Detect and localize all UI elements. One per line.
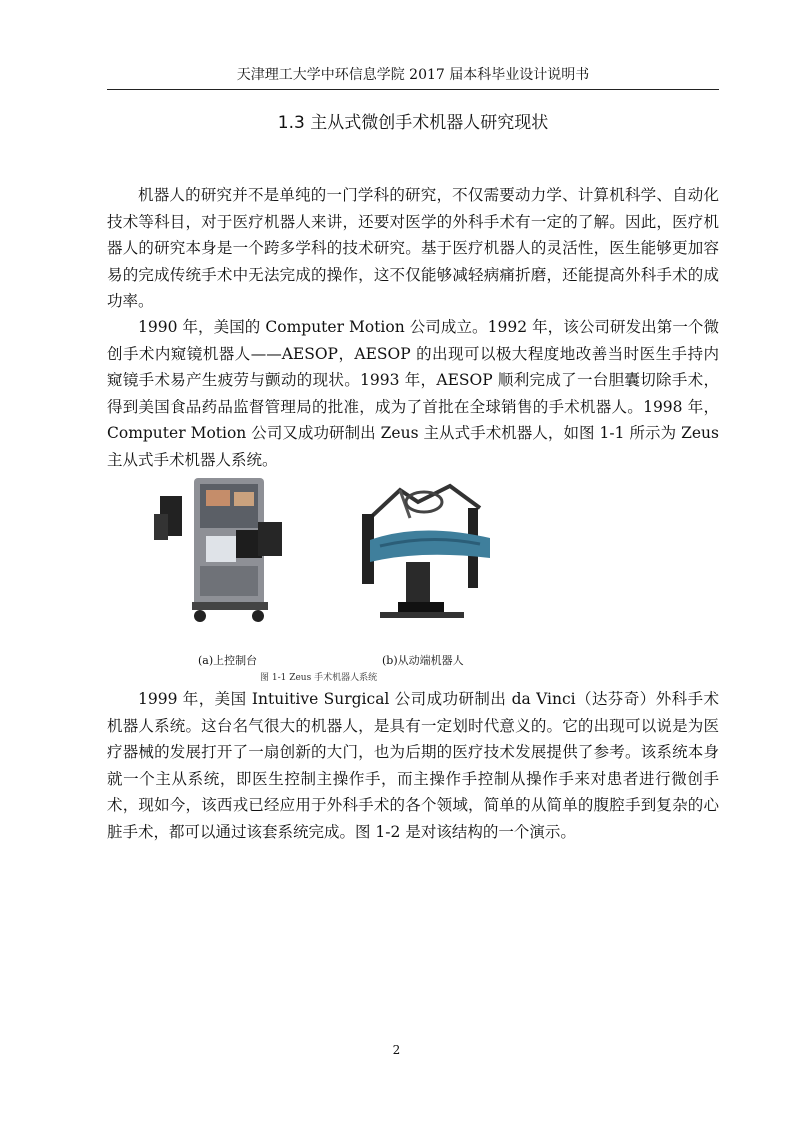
paragraph-davinci: 1999 年，美国 Intuitive Surgical 公司成功研制出 da Vinci（达芬奇）外科手术机器人系统。这台名气很大的机器人，是具有一定划时代意义的。它的出现可以说是为医疗器械的发展打开了一扇创新的大门，也为后期的医疗技术发展提供了参考。该系统本身就一个主从系统，即医生控制主操作手，而主操作手控制从操作手来对患者进行微创手术，现如今，该西戎已经应用于外科手术的各个领域，简单的从简单的腹腔手到复杂的心脏手术，都可以通过该套系统完成。图 1-2 是对该结构的一个演示。 xyxy=(107,690,719,841)
master-console-image xyxy=(146,470,286,628)
slave-robot-image xyxy=(340,478,510,628)
figure-zeus-system xyxy=(140,470,540,683)
paragraph-history: 1990 年，美国的 Computer Motion 公司成立。1992 年，该公司研发出第一个微创手术内窥镜机器人——AESOP，AESOP 的出现可以极大程度地改善当时医生手持内窥镜手术易产生疲劳与颤动的现状。1993 年，AESOP 顺利完成了一台胆囊切除手术，得到美国食品药品监督管理局的批准，成为了首批在全球销售的手术机器人。1998 年，Computer Motion 公司又成功研制出 Zeus 主从式手术机器人，如图 1-1 所示为 Zeus 主从式手术机器人系统。 xyxy=(107,318,719,469)
section-title: 1.3 主从式微创手术机器人研究现状 xyxy=(277,113,549,133)
figure-caption: 图 1-1 Zeus 手术机器人系统 xyxy=(260,673,378,683)
figure-subcaption-a: (a)上控制台 xyxy=(198,654,258,667)
page-number: 2 xyxy=(392,1043,401,1057)
paragraph-intro: 机器人的研究并不是单纯的一门学科的研究，不仅需要动力学、计算机科学、自动化技术等科目，对于医疗机器人来讲，还要对医学的外科手术有一定的了解。因此，医疗机器人的研究本身是一个跨多学科的技术研究。基于医疗机器人的灵活性，医生能够更加容易的完成传统手术中无法完成的操作，这不仅能够减轻病痛折磨，还能提高外科手术的成功率。 xyxy=(107,186,719,310)
figure-subcaption-b: (b)从动端机器人 xyxy=(382,654,464,667)
running-header: 天津理工大学中环信息学院 2017 届本科毕业设计说明书 xyxy=(236,67,590,83)
header-divider xyxy=(107,89,719,90)
